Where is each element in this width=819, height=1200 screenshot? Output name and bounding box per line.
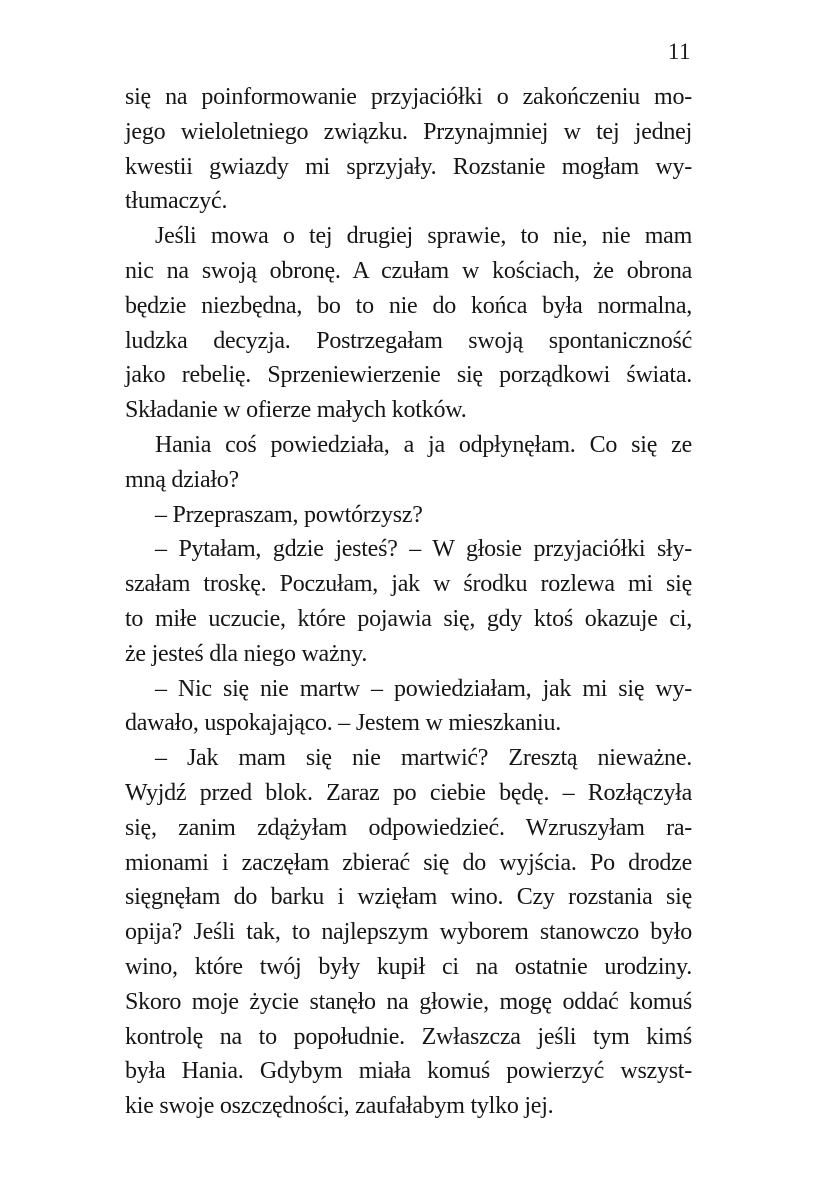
text-line: Składanie w ofierze małych kotków. [125,397,467,424]
text-line: mionami i zaczęłam zbierać się do wyjścia. Po drodze [125,849,692,876]
text-line: opija? Jeśli tak, to najlepszym wyborem stanowczo było [125,919,692,946]
text-line: kie swoje oszczędności, zaufałabym tylko jej. [125,1093,554,1120]
paragraph [125,498,692,533]
text-line: dawało, uspokajająco. – Jestem w mieszkaniu. [125,710,561,737]
text-line: kontrolę na to popołudnie. Zwłaszcza jeśli tym kimś [125,1023,692,1050]
text-line: mną działo? [125,466,239,493]
text-line: Skoro moje życie stanęło na głowie, mogę oddać komuś [125,988,692,1015]
text-line: sięgnęłam do barku i wzięłam wino. Czy rozstania się [125,884,692,911]
text-block [125,80,692,1124]
text-line: będzie niezbędna, bo to nie do końca była normalna, [125,292,692,319]
text-line: Jeśli mowa o tej drugiej sprawie, to nie, nie mam [155,223,692,250]
text-line: się na poinformowanie przyjaciółki o zakończeniu mo- [125,84,692,110]
text-line: – Przepraszam, powtórzysz? [155,501,423,528]
page-number: 11 [667,39,691,64]
paragraph [125,741,692,1124]
paragraph [125,672,692,742]
text-line: ludzka decyzja. Postrzegałam swoją spontaniczność [125,327,692,354]
text-line: szałam troskę. Poczułam, jak w środku rozlewa mi się [125,571,692,598]
paragraph [125,428,692,498]
text-line: wino, które twój były kupił ci na ostatnie urodziny. [125,953,692,980]
text-line: że jesteś dla niego ważny. [125,640,368,667]
text-line: była Hania. Gdybym miała komuś powierzyć wszyst- [125,1058,692,1085]
text-line: tłumaczyć. [125,188,228,215]
text-line: się, zanim zdążyłam odpowiedzieć. Wzruszyłam ra- [125,814,692,841]
text-line: – Nic się nie martw – powiedziałam, jak mi się wy- [155,675,692,702]
text-line: jako rebelię. Sprzeniewierzenie się porządkowi świata. [125,362,692,389]
text-line: jego wieloletniego związku. Przynajmniej w tej jednej [125,118,692,145]
text-line: Wyjdź przed blok. Zaraz po ciebie będę. – Rozłączyła [125,779,692,806]
text-line: nic na swoją obronę. A czułam w kościach, że obrona [125,257,692,284]
text-line: – Jak mam się nie martwić? Zresztą nieważne. [155,745,692,772]
paragraph [125,532,692,671]
paragraph [125,219,692,428]
text-line: kwestii gwiazdy mi sprzyjały. Rozstanie mogłam wy- [125,153,692,180]
paragraph [125,80,692,219]
text-line: to miłe uczucie, które pojawia się, gdy ktoś okazuje ci, [125,605,692,632]
text-line: Hania coś powiedziała, a ja odpłynęłam. Co się ze [155,431,692,458]
text-line: – Pytałam, gdzie jesteś? – W głosie przyjaciółki sły- [155,536,692,563]
